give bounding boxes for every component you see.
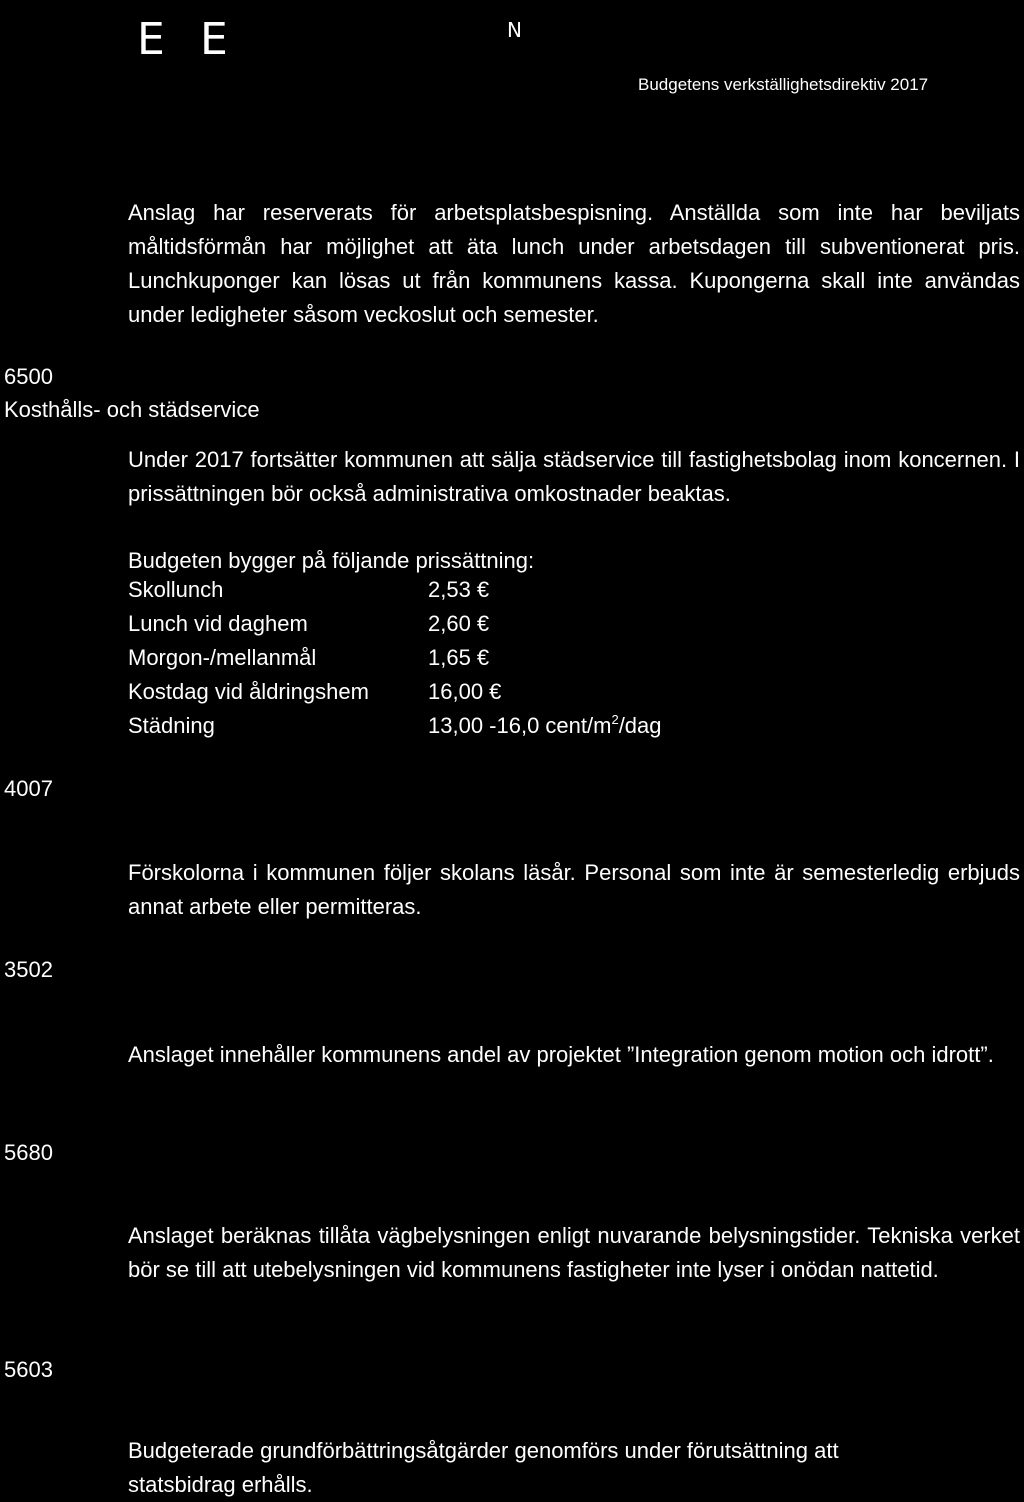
price-value: 2,53 € <box>428 577 490 602</box>
price-item: Lunch vid daghem <box>128 611 308 636</box>
price-value: 2,60 € <box>428 611 490 636</box>
cleaning-service-paragraph: Under 2017 fortsätter kommunen att sälja städservice till fastighetsbolag inom koncernen. I prissättningen bör också administrativa omkostnader beaktas. <box>128 447 1020 506</box>
price-list <box>128 573 662 743</box>
price-row <box>128 641 662 675</box>
logo-letter-e2: E <box>200 14 228 65</box>
price-item: Skollunch <box>128 577 224 602</box>
price-value-cleaning <box>428 709 662 743</box>
price-row <box>128 573 662 607</box>
price-value: 1,65 € <box>428 645 490 670</box>
integration-paragraph: Anslaget innehåller kommunens andel av projektet ”Integration genom motion och idrott”. <box>128 1042 994 1067</box>
price-item: Morgon-/mellanmål <box>128 645 317 670</box>
account-code-4007: 4007 <box>4 776 53 801</box>
account-code-6500: 6500 <box>4 364 53 389</box>
price-item: Kostdag vid åldringshem <box>128 679 369 704</box>
logo-small-letter: N <box>507 18 522 42</box>
street-lighting-paragraph: Anslaget beräknas tillåta vägbelysningen enligt nuvarande belysningstider. Tekniska verket bör se till att utebelysningen vid kommunens fastigheter inte lyser i onödan nattetid. <box>128 1223 1020 1282</box>
price-row <box>128 675 662 709</box>
logo-letter-e1: E <box>137 14 165 65</box>
lunch-benefit-paragraph: Anslag har reserverats för arbetsplatsbespisning. Anställda som inte har beviljats måltidsförmån har möjlighet att äta lunch under arbetsdagen till subventionerat pris. Lunchkuponger kan lösas ut från kommunens kassa. Kupongerna skall inte användas under ledigheter såsom veckoslut och semester. <box>128 200 1020 327</box>
square-superscript: 2 <box>611 712 619 727</box>
account-code-3502: 3502 <box>4 957 53 982</box>
document-title: Budgetens verkställighetsdirektiv 2017 <box>638 75 929 94</box>
account-code-5603: 5603 <box>4 1357 53 1382</box>
price-row <box>128 607 662 641</box>
account-code-5680: 5680 <box>4 1140 53 1165</box>
preschool-paragraph: Förskolorna i kommunen följer skolans läsår. Personal som inte är semesterledig erbjuds annat arbete eller permitteras. <box>128 860 1020 919</box>
price-item: Städning <box>128 713 215 738</box>
price-row-cleaning <box>128 709 662 743</box>
improvement-paragraph: Budgeterade grundförbättringsåtgärder genomförs under förutsättning att statsbidrag erhålls. <box>128 1438 839 1497</box>
price-value: 16,00 € <box>428 679 502 704</box>
section-title-kosthall: Kosthålls- och städservice <box>4 397 260 422</box>
pricing-heading: Budgeten bygger på följande prissättning: <box>128 548 535 573</box>
price-value-suffix: /dag <box>618 713 662 738</box>
price-value-prefix: 13,00 -16,0 cent/m <box>428 713 612 738</box>
